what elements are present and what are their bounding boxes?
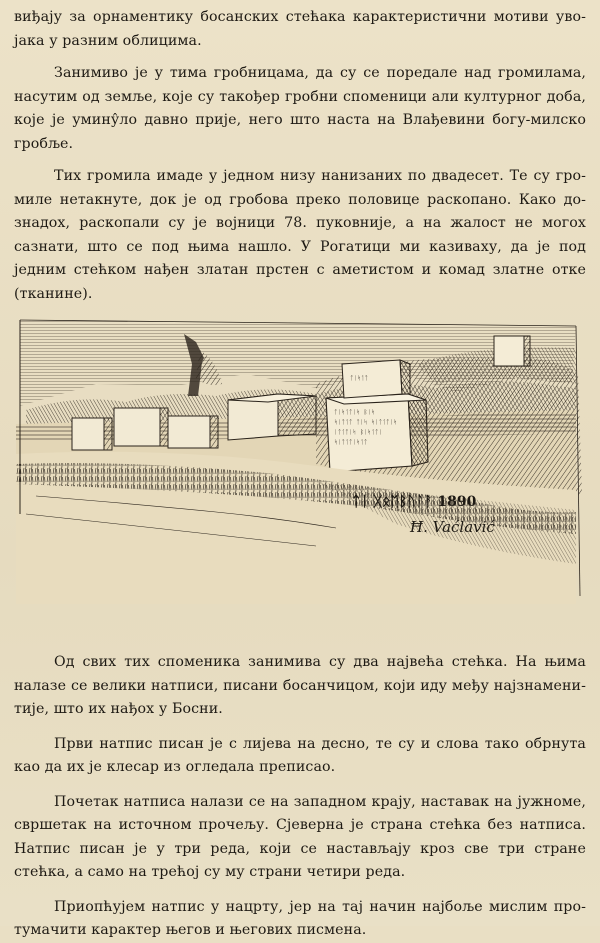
- paragraph: Тих громила имаде у једном низу нанизаних по двадесет. Те су гро-миле нетакнуте, док је од гробова преко половице раскопано. Како до-знадох, раскопали су је војници 78. пуковније, а на жалост не могох сазнати, што се под њима нашло. У Рогатици ми казиваху, да је под једним стећком нађен златан прстен с аметистом и комад златне отке (тканине).: [14, 168, 586, 302]
- engraving-svg: [16, 314, 584, 610]
- stone-inscription-line: ᛋᛁᛏᛐᛏᛁᛋᛐᛏ: [334, 439, 368, 446]
- paragraph: Од свих тих споменика занимива су два највећа стећка. На њима налазе се велики натписи, писани босанчицом, који иду међу најзнамени-тије, што их нађох у Босни.: [14, 654, 586, 717]
- paragraph: Први натпис писан је с лијева на десно, те су и слова тако обрнута као да их је клесар из огледала преписао.: [14, 735, 586, 775]
- artist-mark: ᛏᛁ ᚷᛟᛖᛒᚢᛚᚨ 1890: [352, 494, 477, 510]
- stone-inscription-line: ᛋᛁᛏᛐᛏ ᛏᛁᛋ ᛋᛁᛏᛐᛏᛁᛋ: [334, 419, 398, 426]
- stone-inscription-line: ᛁᛏᛐᛏᛁᛋ ᛒᛁᛋᛐᛏᛁ: [334, 429, 383, 436]
- paragraph: виђају за орнаментику босанских стећака карактеристични мотиви уво-јака у разним облицима.: [14, 9, 586, 49]
- paragraph: Почетак натписа налази се на западном крају, наставак на јужноме, свршетак на источном прочељу. Сјеверна је страна стећка без натписа. Натпис писан је у три реда, који се настављају кроз све три стране стећка, а само на трећој су му страни четири реда.: [14, 793, 586, 880]
- stone-inscription-line: ᛏᛁᛋᛐᛏᛁᛋ ᛒᛁᛋ: [334, 409, 375, 416]
- paragraph: Приопћујем натпис у нацрту, јер на тај начин најбоље мислим про-тумачити карактер његов и његових писмена.: [14, 898, 586, 938]
- small-stone-inscription: ᛏᛁᛋᛐᛏ: [350, 375, 369, 382]
- artist-signature: Ħ. Vaćlavić: [410, 518, 495, 536]
- text-block-top: [14, 6, 586, 306]
- text-block-bottom: [14, 651, 586, 943]
- tombstone-small-1: [72, 418, 112, 450]
- paragraph: Занимиво је у тима гробницама, да су се поредале над громилама, насутим од земље, које су такођер гробни споменици али културног доба, које је умину̂ло давно прије, него што наста на Влађевини богу-милско гробље.: [14, 65, 586, 152]
- illustration-tombstones: [16, 314, 584, 610]
